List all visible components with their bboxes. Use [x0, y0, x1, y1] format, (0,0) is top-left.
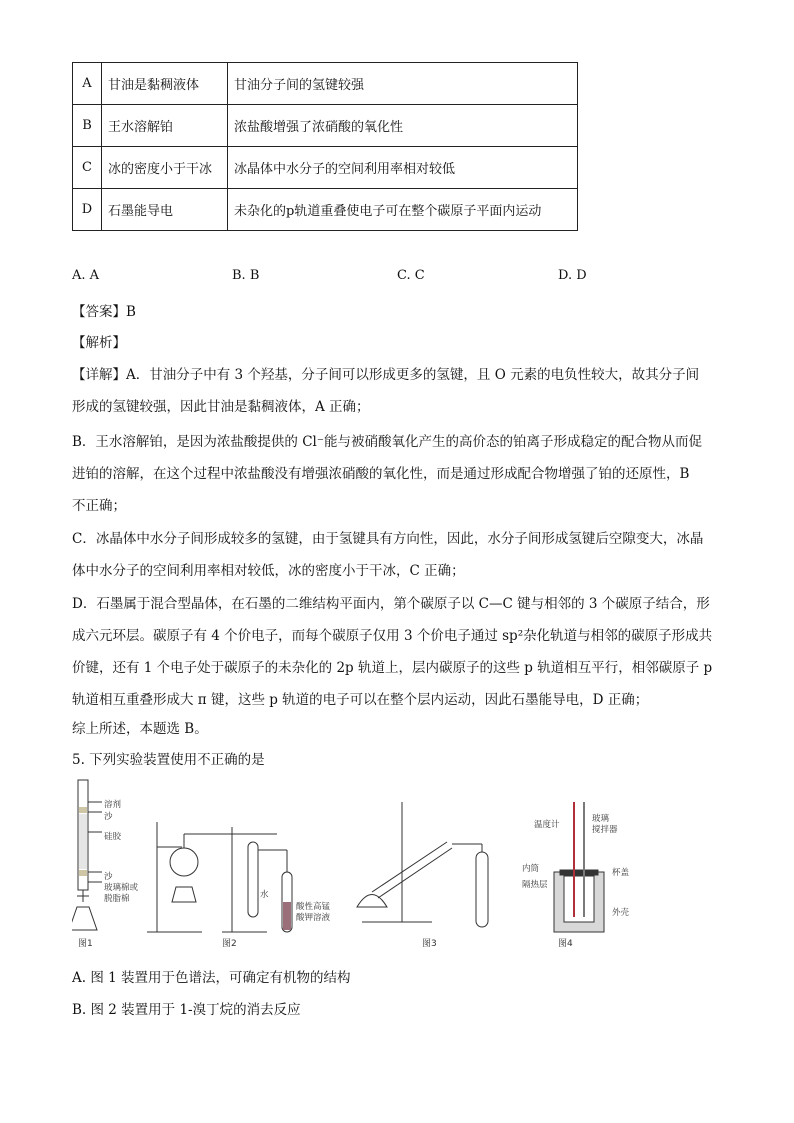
apparatus-drawings: [72, 772, 632, 952]
fig4-caption: 图4: [558, 939, 573, 949]
fig4-label-thermometer: 温度计: [534, 820, 560, 830]
choice-c: C. C: [397, 268, 425, 283]
row-key: D: [73, 189, 102, 231]
table-row: [73, 147, 578, 189]
fig4-label-inner: 内筒: [522, 864, 540, 874]
options-table: [72, 62, 578, 231]
fig2-label-kmno4-1: 酸性高锰: [296, 902, 331, 912]
fig1-label-silica: 硅胶: [104, 832, 122, 842]
phenomenon-cell: 甘油是黏稠液体: [102, 63, 228, 105]
answer-choices: [72, 268, 722, 288]
analysis-line: 价键，还有 1 个电子处于碳原子的未杂化的 2p 轨道上，层内碳原子的这些 p 轨道相互平行，相邻碳原子 p: [72, 660, 713, 676]
explanation-cell: 甘油分子间的氢键较强: [228, 63, 578, 105]
fig1-caption: 图1: [78, 939, 93, 949]
table-row: [73, 189, 578, 231]
phenomenon-cell: 石墨能导电: [102, 189, 228, 231]
row-key: B: [73, 105, 102, 147]
row-key: A: [73, 63, 102, 105]
fig4-label-lid: 杯盖: [612, 868, 630, 878]
fig1-label-solvent: 溶剂: [104, 800, 122, 810]
row-key: C: [73, 147, 102, 189]
figure-3-apparatus: [357, 802, 488, 927]
analysis-line: 轨道相互重叠形成大 π 键，这些 p 轨道的电子可以在整个层内运动，因此石墨能导电，D 正确；: [72, 692, 649, 708]
fig1-label-sand-bottom: 沙: [104, 872, 113, 882]
fig1-label-cotton: 脱脂棉: [104, 894, 130, 904]
analysis-heading: 【解析】: [72, 335, 126, 351]
fig3-caption: 图3: [422, 939, 437, 949]
phenomenon-cell: 王水溶解铂: [102, 105, 228, 147]
option-b: B. 图 2 装置用于 1-溴丁烷的消去反应: [72, 1002, 301, 1018]
figure-1-column: [72, 780, 102, 930]
explanation-cell: 浓盐酸增强了浓硝酸的氧化性: [228, 105, 578, 147]
explanation-cell: 未杂化的p轨道重叠使电子可在整个碳原子平面内运动: [228, 189, 578, 231]
analysis-line: 不正确；: [72, 498, 126, 514]
fig4-label-stirrer-2: 搅拌器: [592, 825, 618, 835]
table-row: [73, 105, 578, 147]
phenomenon-cell: 冰的密度小于干冰: [102, 147, 228, 189]
option-a: A. 图 1 装置用于色谱法，可确定有机物的结构: [72, 970, 351, 986]
figure-2-apparatus: [147, 822, 292, 932]
choice-d: D. D: [558, 268, 587, 283]
fig2-label-kmno4-2: 酸钾溶液: [296, 913, 331, 923]
table-row: [73, 63, 578, 105]
question-5: 5. 下列实验装置使用不正确的是: [72, 752, 265, 768]
choice-b: B. B: [232, 268, 260, 283]
fig2-label-water: 水: [260, 890, 269, 900]
explanation-cell: 冰晶体中水分子的空间利用率相对较低: [228, 147, 578, 189]
choice-a: A. A: [72, 268, 100, 283]
analysis-line: C．冰晶体中水分子间形成较多的氢键，由于氢键具有方向性，因此，水分子间形成氢键后空隙变大，冰晶: [72, 531, 704, 547]
fig2-caption: 图2: [222, 939, 237, 949]
fig4-label-insulation: 隔热层: [522, 880, 548, 890]
analysis-line: 成六元环层。碳原子有 4 个价电子，而每个碳原子仅用 3 个价电子通过 sp²杂化轨道与相邻的碳原子形成共: [72, 628, 713, 644]
analysis-line: 综上所述，本题选 B。: [72, 721, 208, 737]
analysis-line: 【详解】A．甘油分子中有 3 个羟基，分子间可以形成更多的氢键，且 O 元素的电负性较大，故其分子间: [72, 367, 700, 383]
analysis-line: 进铂的溶解，在这个过程中浓盐酸没有增强浓硝酸的氧化性，而是通过形成配合物增强了铂的还原性，B: [72, 466, 690, 482]
fig1-label-glasswool: 玻璃棉或: [104, 883, 139, 893]
analysis-line: B．王水溶解铂，是因为浓盐酸提供的 Cl⁻能与被硝酸氧化产生的高价态的铂离子形成稳定的配合物从而促: [72, 434, 702, 450]
analysis-line: D．石墨属于混合型晶体，在石墨的二维结构平面内，第个碳原子以 C—C 键与相邻的 3 个碳原子结合，形: [72, 596, 710, 612]
answer-line: 【答案】B: [72, 304, 136, 320]
analysis-line: 体中水分子的空间利用率相对较低，冰的密度小于干冰，C 正确；: [72, 563, 465, 579]
analysis-line: 形成的氢键较强，因此甘油是黏稠液体，A 正确；: [72, 399, 370, 415]
fig1-label-sand-top: 沙: [104, 812, 113, 822]
fig4-label-stirrer-1: 玻璃: [592, 814, 610, 824]
apparatus-figures: [72, 772, 632, 952]
fig4-label-shell: 外壳: [612, 908, 630, 918]
